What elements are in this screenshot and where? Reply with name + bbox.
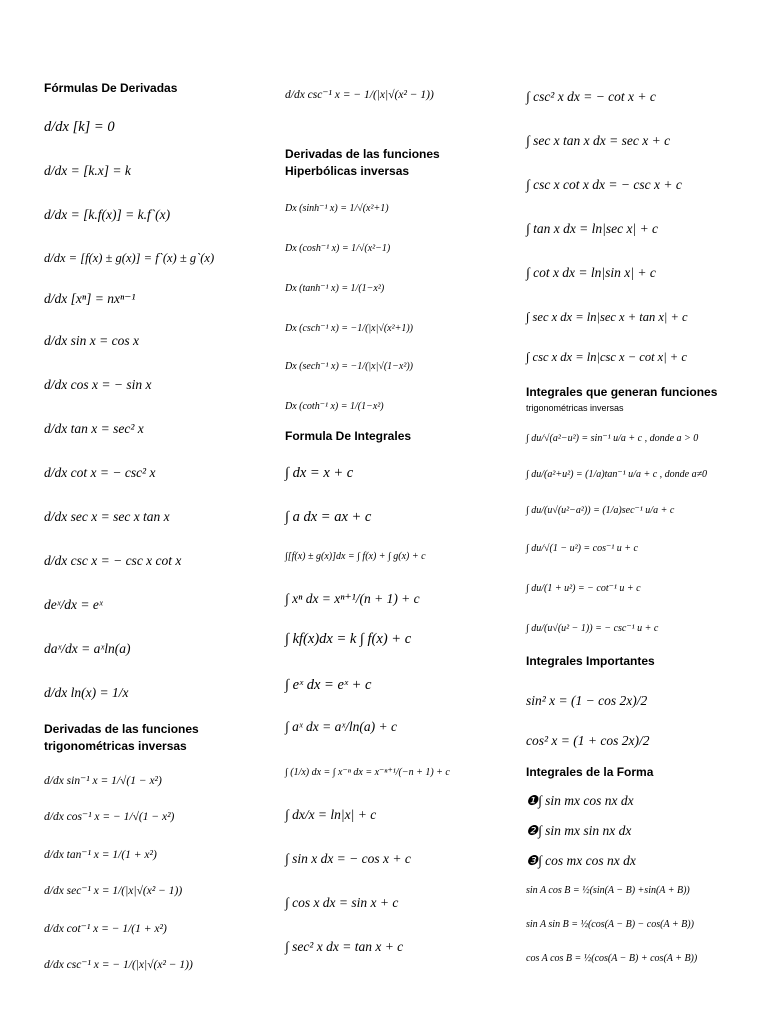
formula-int-kfx: ∫ kf(x)dx = k ∫ f(x) + c bbox=[285, 631, 412, 647]
formula-int-csc2: ∫ csc² x dx = − cot x + c bbox=[526, 89, 656, 104]
formula-hip-arccosh: Dx (cosh⁻¹ x) = 1/√(x²−1) bbox=[285, 243, 391, 254]
formula-derivada-ln: d/dx ln(x) = 1/x bbox=[44, 685, 129, 700]
formula-int-sec: ∫ sec x dx = ln|sec x + tan x| + c bbox=[526, 310, 688, 324]
formula-int-csc: ∫ csc x dx = ln|csc x − cot x| + c bbox=[526, 350, 687, 364]
formula-derivada-arccot: d/dx cot⁻¹ x = − 1/(1 + x²) bbox=[44, 923, 167, 935]
formula-derivada-cos: d/dx cos x = − sin x bbox=[44, 377, 152, 392]
formula-int-cos: ∫ cos x dx = sin x + c bbox=[285, 895, 399, 910]
formula-int-dx: ∫ dx = x + c bbox=[285, 465, 354, 481]
formula-int-adx: ∫ a dx = ax + c bbox=[285, 509, 372, 525]
formula-int-potencia: ∫ xⁿ dx = xⁿ⁺¹/(n + 1) + c bbox=[285, 591, 420, 606]
importantes-title: Integrales Importantes bbox=[526, 654, 655, 668]
formula-derivada-exp: deˣ/dx = eˣ bbox=[44, 597, 103, 612]
formula-forma-1: ❶∫ sin mx cos nx dx bbox=[526, 793, 634, 808]
formula-derivada-arccsc-top: d/dx csc⁻¹ x = − 1/(|x|√(x² − 1)) bbox=[285, 89, 434, 101]
formula-int-exp: ∫ eˣ dx = eˣ + c bbox=[285, 677, 372, 693]
formula-sinAcosB: sin A cos B = ½(sin(A − B) +sin(A + B)) bbox=[526, 885, 690, 896]
formula-int-sectan: ∫ sec x tan x dx = sec x + c bbox=[526, 133, 671, 148]
formula-int-arccos: ∫ du/√(1 − u²) = cos⁻¹ u + c bbox=[526, 543, 638, 554]
formula-int-sin: ∫ sin x dx = − cos x + c bbox=[285, 851, 411, 866]
derivadas-title: Fórmulas De Derivadas bbox=[44, 81, 178, 95]
formula-sin2: sin² x = (1 − cos 2x)/2 bbox=[526, 693, 648, 708]
hiperbolicas-title: Derivadas de las funciones Hiperbólicas inversas bbox=[285, 147, 440, 178]
formula-int-csccot: ∫ csc x cot x dx = − csc x + c bbox=[526, 177, 682, 192]
int-inversas-title: Integrales que generan funciones bbox=[526, 385, 718, 399]
trig-inversas-title: Derivadas de las funciones trigonométricas inversas bbox=[44, 722, 199, 753]
formula-derivada-arcsin: d/dx sin⁻¹ x = 1/√(1 − x²) bbox=[44, 775, 162, 787]
formula-int-cot: ∫ cot x dx = ln|sin x| + c bbox=[526, 265, 656, 280]
formula-int-suma: ∫[f(x) ± g(x)]dx = ∫ f(x) + ∫ g(x) + c bbox=[285, 551, 426, 562]
formula-hip-arctanh: Dx (tanh⁻¹ x) = 1/(1−x²) bbox=[285, 283, 385, 294]
formula-derivada-suma: d/dx = [f(x) ± g(x)] = f`(x) ± g`(x) bbox=[44, 251, 215, 265]
formula-derivada-ax: daˣ/dx = aˣln(a) bbox=[44, 641, 131, 656]
formula-derivada-kfx: d/dx = [k.f(x)] = k.f`(x) bbox=[44, 207, 171, 222]
formula-derivada-arccsc: d/dx csc⁻¹ x = − 1/(|x|√(x² − 1)) bbox=[44, 959, 193, 971]
formula-int-arctan: ∫ du/(a²+u²) = (1/a)tan⁻¹ u/a + c , donde a≠0 bbox=[526, 469, 708, 480]
formula-derivada-arcsec: d/dx sec⁻¹ x = 1/(|x|√(x² − 1)) bbox=[44, 885, 183, 897]
formula-int-ax: ∫ aˣ dx = aˣ/ln(a) + c bbox=[285, 719, 398, 734]
formula-derivada-tan: d/dx tan x = sec² x bbox=[44, 421, 144, 436]
formula-cos2: cos² x = (1 + cos 2x)/2 bbox=[526, 733, 650, 748]
formula-int-dxx: ∫ dx/x = ln|x| + c bbox=[285, 807, 377, 822]
formula-int-arccsc: ∫ du/(u√(u² − 1)) = − csc⁻¹ u + c bbox=[526, 623, 659, 634]
forma-title: Integrales de la Forma bbox=[526, 765, 654, 779]
formula-cosAcosB: cos A cos B = ½(cos(A − B) + cos(A + B)) bbox=[526, 953, 698, 964]
formula-sinAsinB: sin A sin B = ½(cos(A − B) − cos(A + B)) bbox=[526, 919, 694, 930]
int-inversas-subtitle: trigonométricas inversas bbox=[526, 403, 624, 413]
formula-derivada-potencia: d/dx [xⁿ] = nxⁿ⁻¹ bbox=[44, 291, 136, 306]
formula-forma-2: ❷∫ sin mx sin nx dx bbox=[526, 823, 632, 838]
formula-int-arcsin: ∫ du/√(a²−u²) = sin⁻¹ u/a + c , donde a > 0 bbox=[526, 433, 699, 444]
formula-derivada-kx: d/dx = [k.x] = k bbox=[44, 163, 131, 178]
formula-forma-3: ❸∫ cos mx cos nx dx bbox=[526, 853, 636, 868]
formula-hip-arccoth: Dx (coth⁻¹ x) = 1/(1−x²) bbox=[285, 401, 384, 412]
formula-int-tan: ∫ tan x dx = ln|sec x| + c bbox=[526, 221, 659, 236]
formula-int-arcsec: ∫ du/(u√(u²−a²)) = (1/a)sec⁻¹ u/a + c bbox=[526, 505, 675, 516]
formula-hip-arcsinh: Dx (sinh⁻¹ x) = 1/√(x²+1) bbox=[285, 203, 389, 214]
formula-derivada-constante: d/dx [k] = 0 bbox=[44, 119, 115, 135]
formula-int-1x: ∫ (1/x) dx = ∫ x⁻ⁿ dx = x⁻ⁿ⁺¹/(−n + 1) + c bbox=[285, 767, 450, 778]
formula-derivada-csc: d/dx csc x = − csc x cot x bbox=[44, 553, 182, 568]
formula-derivada-sec: d/dx sec x = sec x tan x bbox=[44, 509, 170, 524]
formula-int-sec2: ∫ sec² x dx = tan x + c bbox=[285, 939, 404, 954]
formula-derivada-arctan: d/dx tan⁻¹ x = 1/(1 + x²) bbox=[44, 849, 157, 861]
formula-derivada-cot: d/dx cot x = − csc² x bbox=[44, 465, 156, 480]
formula-hip-arcsech: Dx (sech⁻¹ x) = −1/(|x|√(1−x²)) bbox=[285, 361, 414, 372]
formula-derivada-sin: d/dx sin x = cos x bbox=[44, 333, 139, 348]
formula-int-arccot: ∫ du/(1 + u²) = − cot⁻¹ u + c bbox=[526, 583, 641, 594]
integrales-title: Formula De Integrales bbox=[285, 429, 412, 443]
formula-hip-arccsch: Dx (csch⁻¹ x) = −1/(|x|√(x²+1)) bbox=[285, 323, 414, 334]
formula-derivada-arccos: d/dx cos⁻¹ x = − 1/√(1 − x²) bbox=[44, 811, 175, 823]
